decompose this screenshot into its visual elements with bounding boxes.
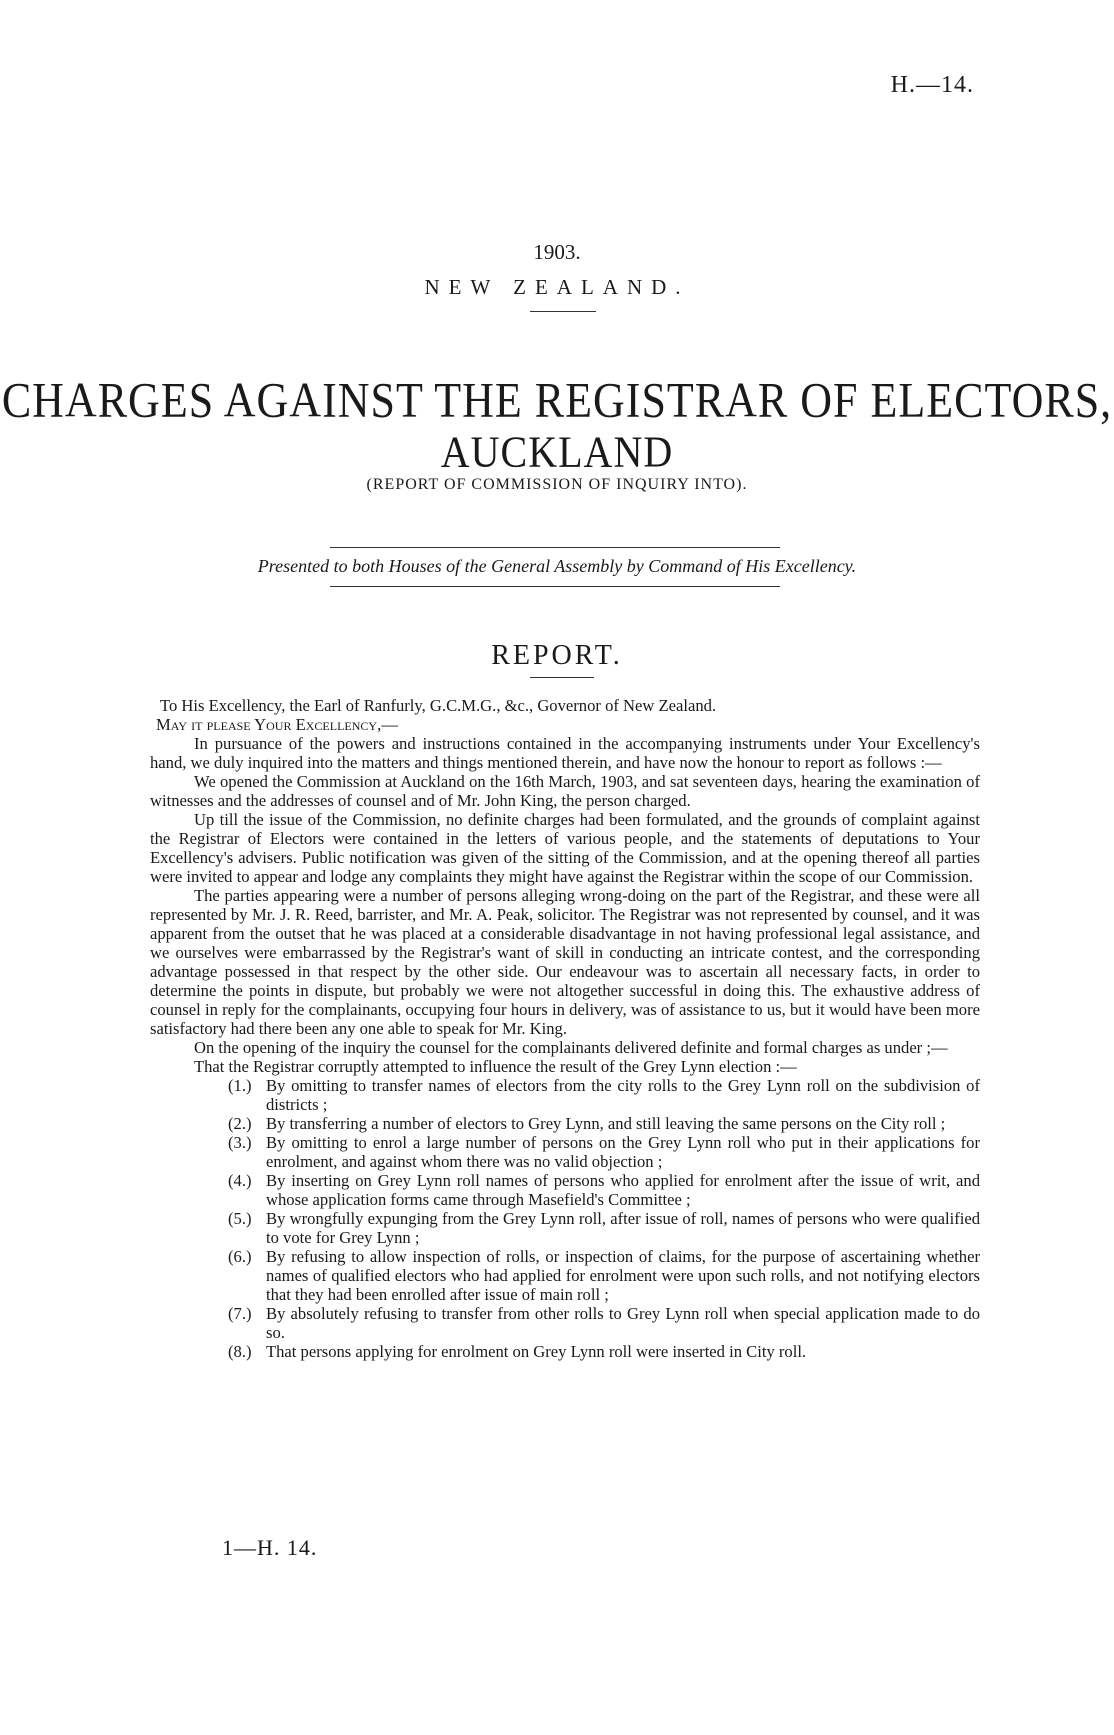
charge-item [150, 1171, 980, 1209]
report-paragraph: We opened the Commission at Auckland on the 16th March, 1903, and sat seventeen days, hearing the examination of witnesses and the addresses of counsel and of Mr. John King, the person charged. [150, 772, 980, 810]
charge-text: By refusing to allow inspection of rolls, or inspection of claims, for the purpose of ascertaining whether names of qualified electors who had applied for enrolment were upon such rolls, and not notifying electors that they had been enrolled after issue of main roll ; [266, 1247, 980, 1304]
charge-number: (1.) [228, 1076, 252, 1095]
charge-number: (6.) [228, 1247, 252, 1266]
charge-item [150, 1342, 980, 1361]
report-divider [530, 677, 594, 678]
document-subtitle: (REPORT OF COMMISSION OF INQUIRY INTO). [366, 476, 748, 493]
charge-text: By omitting to enrol a large number of persons on the Grey Lynn roll who put in their applications for enrolment, and against whom there was no valid objection ; [266, 1133, 980, 1171]
charge-text: By wrongfully expunging from the Grey Lynn roll, after issue of roll, names of persons who were qualified to vote for Grey Lynn ; [266, 1209, 980, 1247]
report-paragraph: Up till the issue of the Commission, no definite charges had been formulated, and the grounds of complaint against the Registrar of Electors were contained in the letters of various people, and the statements of deputations to Your Excellency's advisers. Public notification was given of the sitting of the Commission, and at the opening thereof all parties were invited to appear and lodge any complaints they might have against the Registrar within the scope of our Commission. [150, 810, 980, 886]
document-title-line1: CHARGES AGAINST THE REGISTRAR OF ELECTORS, [1, 373, 1113, 428]
report-body [150, 696, 980, 1361]
document-title-line2: AUCKLAND [440, 426, 674, 477]
report-salutation: May it please Your Excellency,— [156, 715, 398, 734]
charge-item [150, 1304, 980, 1342]
presented-rule-top [330, 547, 780, 548]
charge-number: (5.) [228, 1209, 252, 1228]
report-paragraph: On the opening of the inquiry the counsel for the complainants delivered definite and formal charges as under ;— [194, 1038, 948, 1057]
report-heading: REPORT. [491, 640, 623, 671]
charge-text: That persons applying for enrolment on Grey Lynn roll were inserted in City roll. [266, 1342, 807, 1361]
charge-number: (2.) [228, 1114, 252, 1133]
presented-line: Presented to both Houses of the General Assembly by Command of His Excellency. [257, 556, 857, 576]
charge-item [150, 1076, 980, 1114]
charge-number: (4.) [228, 1171, 252, 1190]
document-year: 1903. [533, 240, 581, 264]
charge-item [150, 1247, 980, 1304]
charge-item [150, 1114, 980, 1133]
page-reference: H.—14. [890, 72, 974, 98]
charge-number: (3.) [228, 1133, 252, 1152]
page-signature: 1—H. 14. [222, 1535, 318, 1560]
charge-text: By inserting on Grey Lynn roll names of persons who applied for enrolment after the issue of writ, and whose application forms came through Masefield's Committee ; [266, 1171, 980, 1209]
charge-number: (8.) [228, 1342, 252, 1361]
charge-text: By absolutely refusing to transfer from other rolls to Grey Lynn roll when special application made to do so. [266, 1304, 980, 1342]
charge-intro: That the Registrar corruptly attempted to influence the result of the Grey Lynn election :— [194, 1057, 797, 1076]
charge-item [150, 1133, 980, 1171]
charge-item [150, 1209, 980, 1247]
charges-list [150, 1076, 980, 1361]
report-paragraph: In pursuance of the powers and instructions contained in the accompanying instruments under Your Excellency's hand, we duly inquired into the matters and things mentioned therein, and have now the honour to report as follows :— [150, 734, 980, 772]
charge-text: By transferring a number of electors to Grey Lynn, and still leaving the same persons on the City roll ; [266, 1114, 946, 1133]
report-paragraph: The parties appearing were a number of persons alleging wrong-doing on the part of the Registrar, and these were all represented by Mr. J. R. Reed, barrister, and Mr. A. Peak, solicitor. The Registrar was not represented by counsel, and it was apparent from the outset that he was placed at a considerable disadvantage in not having professional legal assistance, and we ourselves were embarrassed by the Registrar's want of skill in conducting an intricate contest, and the corresponding advantage possessed in that respect by the other side. Our endeavour was to ascertain all necessary facts, in order to determine the points in dispute, but probably we were not altogether successful in doing this. The exhaustive address of counsel in reply for the complainants, occupying four hours in delivery, was of assistance to us, but it would have been more satisfactory had there been any one able to speak for Mr. King. [150, 886, 980, 1038]
report-address: To His Excellency, the Earl of Ranfurly, G.C.M.G., &c., Governor of New Zealand. [160, 696, 717, 715]
header-divider [530, 311, 596, 312]
presented-rule-bottom [330, 586, 780, 587]
document-country: NEW ZEALAND. [424, 275, 690, 299]
charge-text: By omitting to transfer names of electors from the city rolls to the Grey Lynn roll on the subdivision of districts ; [266, 1076, 980, 1114]
charge-number: (7.) [228, 1304, 252, 1323]
